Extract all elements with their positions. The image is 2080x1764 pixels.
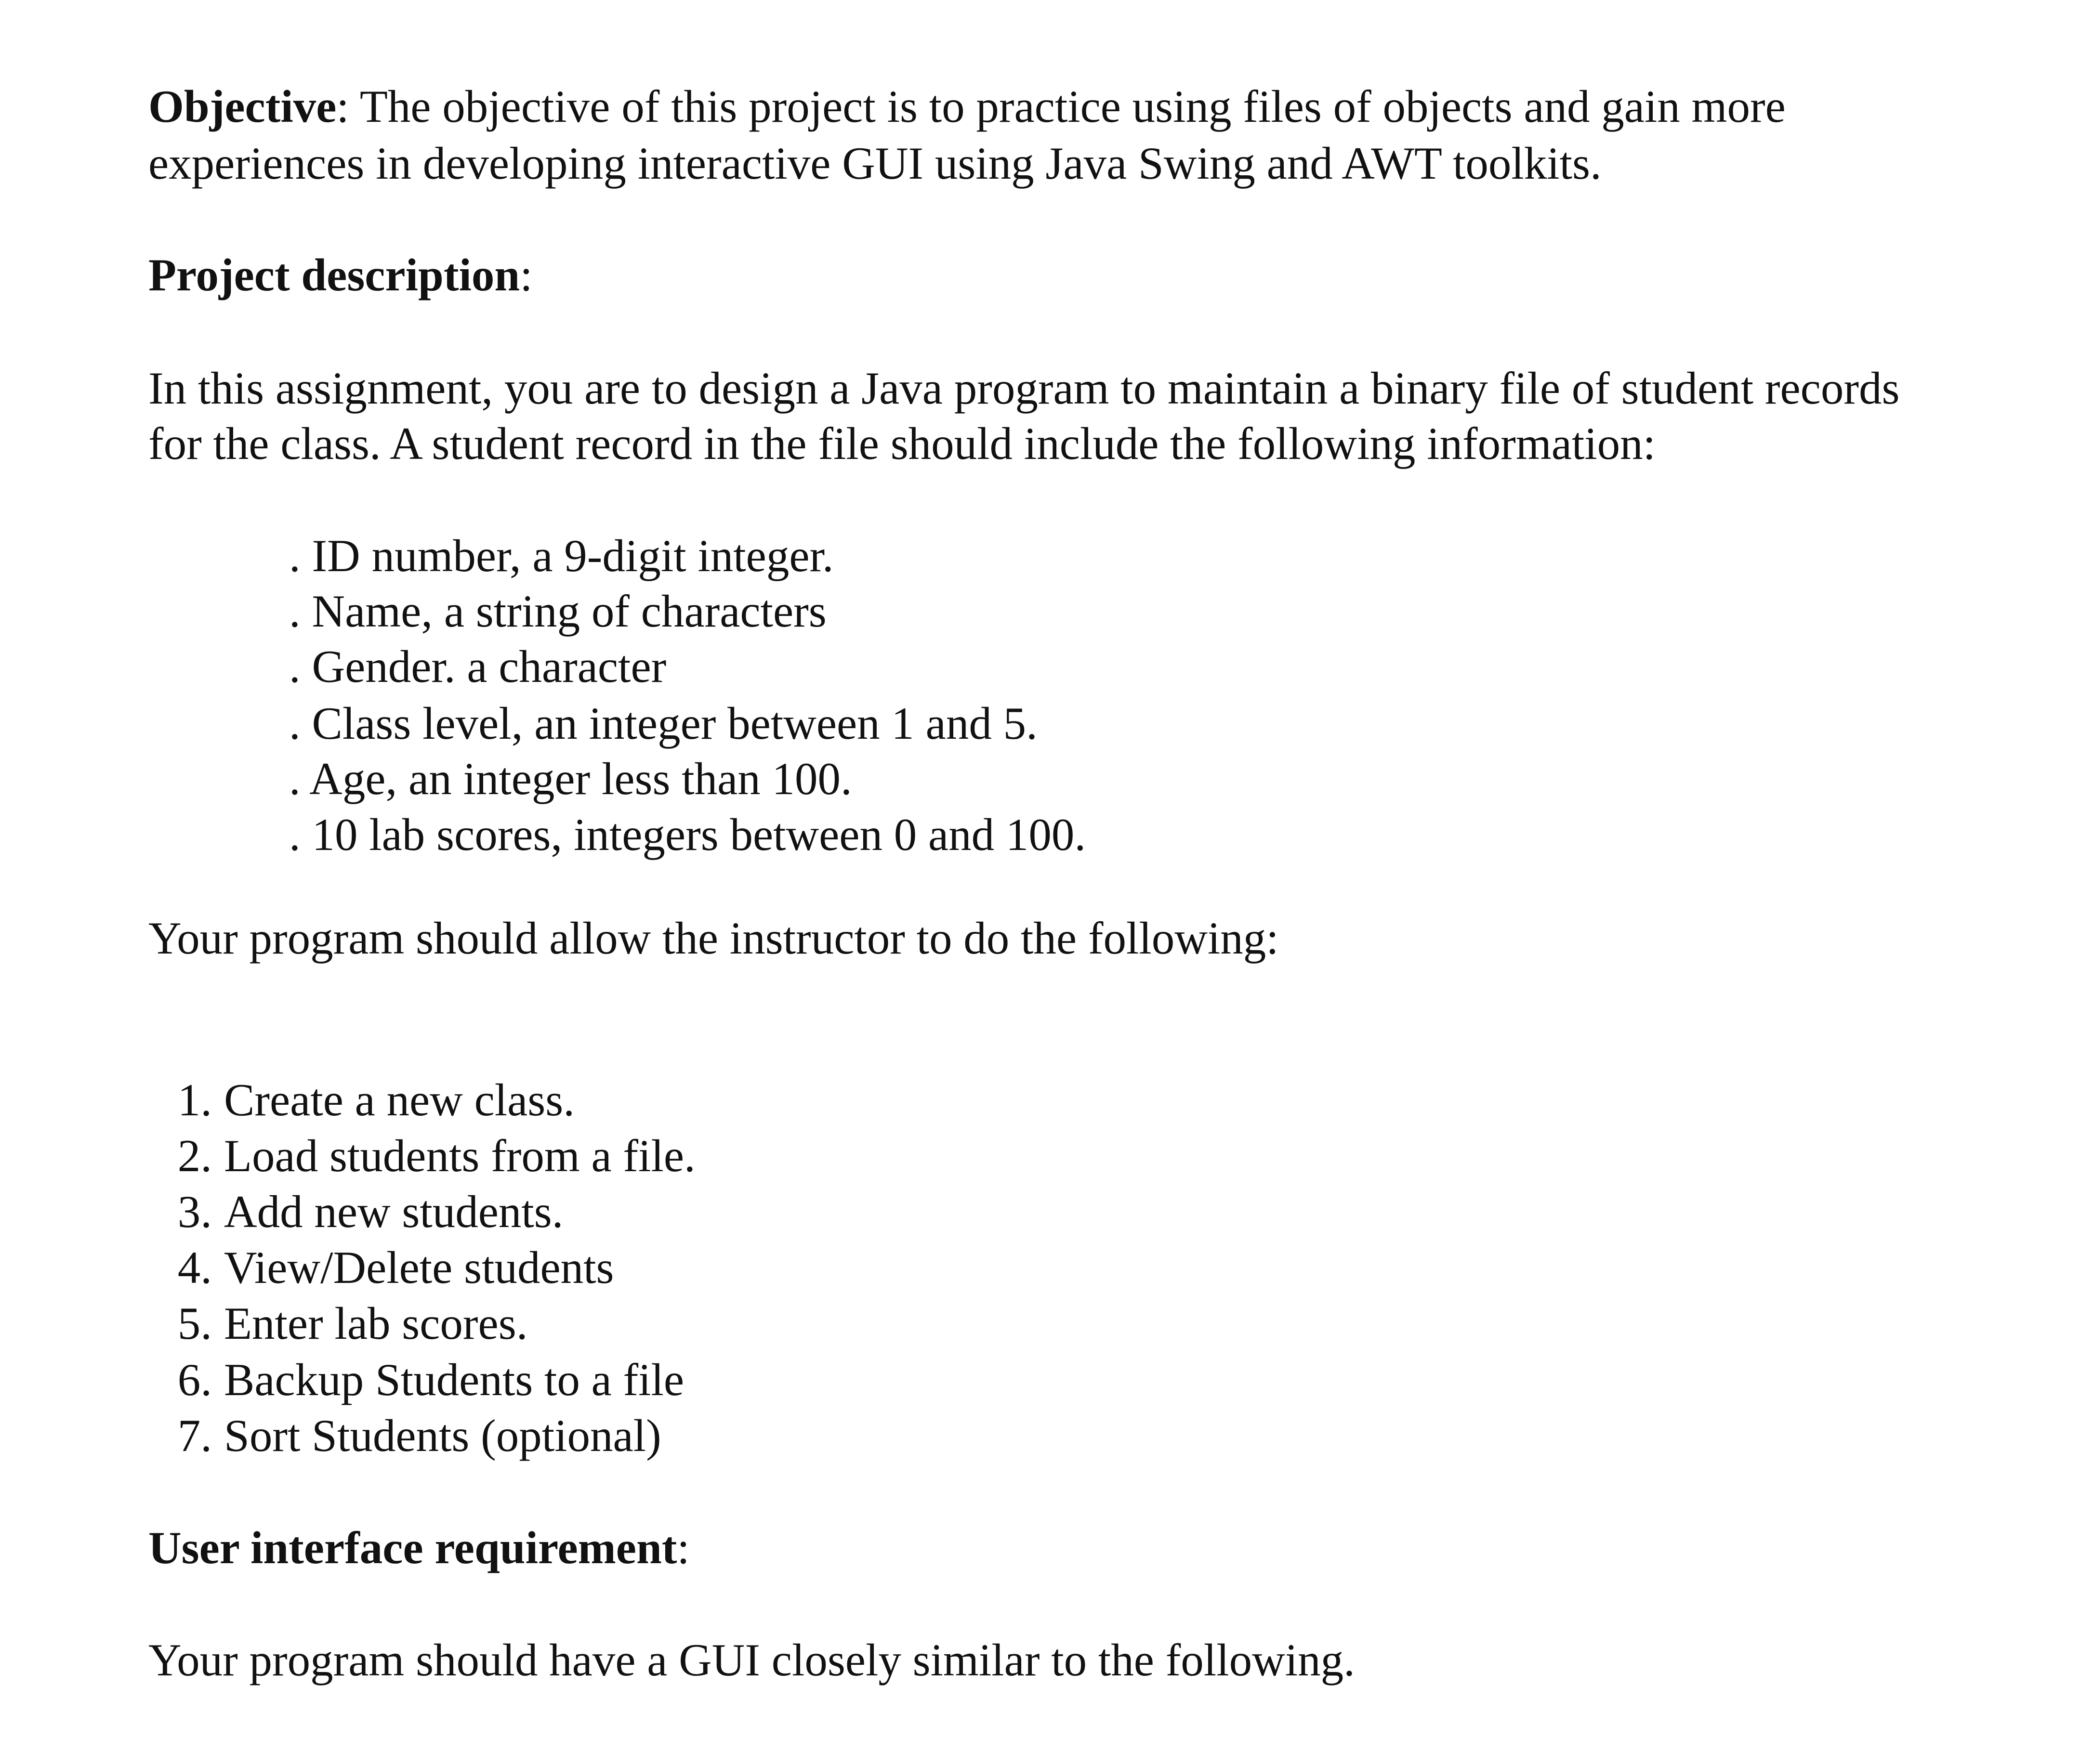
task-number: 2.: [177, 1130, 212, 1181]
objective-label: Objective: [148, 81, 337, 132]
task-item: [140, 1241, 614, 1294]
ui-requirement-label: User interface requirement: [148, 1522, 677, 1573]
ui-requirement-colon: :: [677, 1522, 690, 1573]
task-item: [140, 1185, 564, 1239]
objective-line-2: experiences in developing interactive GUI using Java Swing and AWT toolkits.: [148, 138, 1602, 189]
project-description-heading: [148, 248, 533, 302]
task-text: Enter lab scores.: [224, 1298, 528, 1349]
task-item: [140, 1409, 661, 1463]
project-description-label: Project description: [148, 249, 520, 301]
task-text: Backup Students to a file: [224, 1354, 685, 1405]
ui-requirement-text: Your program should have a GUI closely similar to the following.: [148, 1634, 1355, 1686]
task-number: 4.: [177, 1242, 212, 1293]
task-item: [140, 1353, 684, 1407]
task-text: Load students from a file.: [224, 1130, 696, 1181]
task-number: 5.: [177, 1298, 212, 1349]
record-field-class-level: . Class level, an integer between 1 and 5.: [289, 698, 1038, 749]
task-number: 3.: [177, 1186, 212, 1237]
task-text: Create a new class.: [224, 1074, 575, 1125]
objective-line-1: [148, 79, 1786, 133]
record-field-id: . ID number, a 9-digit integer.: [289, 530, 834, 581]
task-text: View/Delete students: [224, 1242, 614, 1293]
record-field-lab-scores: . 10 lab scores, integers between 0 and 100.: [289, 809, 1086, 860]
ui-requirement-heading: [148, 1521, 690, 1575]
record-field-name: . Name, a string of characters: [289, 586, 827, 637]
task-text: Add new students.: [224, 1186, 564, 1237]
description-line-1: In this assignment, you are to design a Java program to maintain a binary file of student records: [148, 363, 1900, 414]
project-description-colon: :: [520, 249, 533, 301]
objective-text: : The objective of this project is to practice using files of objects and gain more: [336, 81, 1786, 132]
task-item: [140, 1129, 696, 1183]
record-field-gender: . Gender. a character: [289, 641, 667, 692]
task-item: [140, 1073, 575, 1127]
task-number: 1.: [177, 1074, 212, 1125]
program-intro: Your program should allow the instructor to do the following:: [148, 913, 1279, 964]
task-number: 7.: [177, 1410, 212, 1461]
task-item: [140, 1296, 527, 1350]
record-field-age: . Age, an integer less than 100.: [289, 753, 852, 804]
task-number: 6.: [177, 1354, 212, 1405]
description-line-2: for the class. A student record in the file should include the following information:: [148, 418, 1656, 469]
task-text: Sort Students (optional): [224, 1410, 661, 1461]
